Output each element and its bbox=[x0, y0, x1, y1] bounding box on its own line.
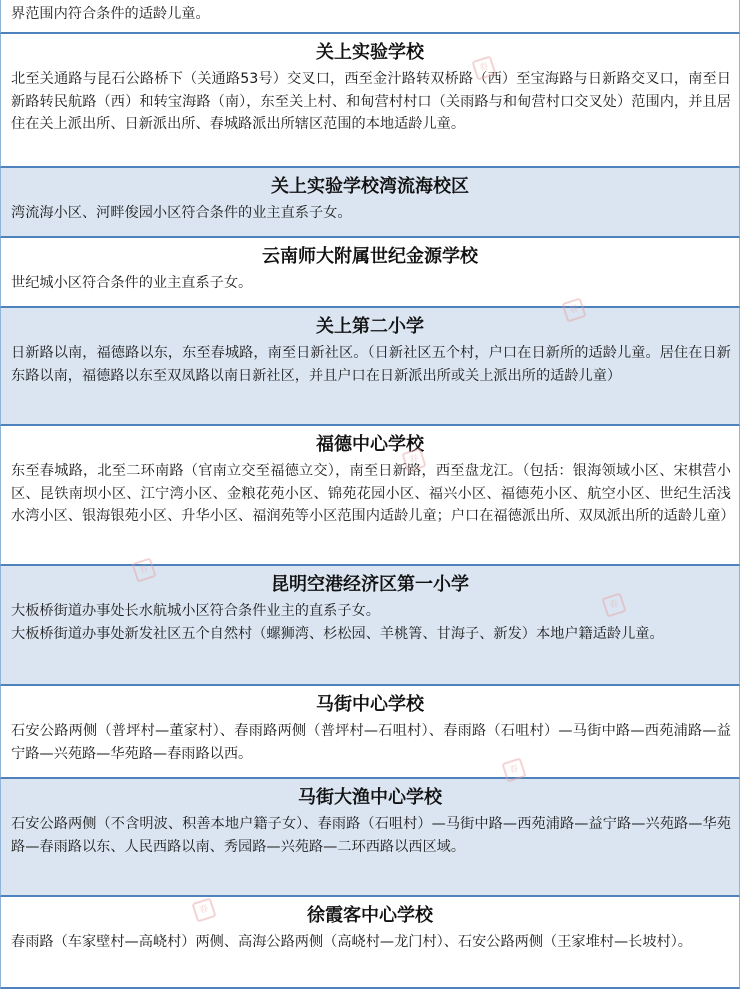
school-description bbox=[1, 931, 739, 958]
watermark-logo: 春 bbox=[398, 446, 431, 474]
school-description bbox=[1, 460, 739, 532]
description-line: 大板桥街道办事处长水航城小区符合条件业主的直系子女。 bbox=[11, 603, 380, 619]
school-description bbox=[1, 202, 739, 229]
description-line: 世纪城小区符合条件的业主直系子女。 bbox=[11, 275, 253, 291]
school-description bbox=[1, 342, 739, 391]
school-row-2 bbox=[0, 238, 740, 308]
watermark-logo: 春 bbox=[468, 54, 501, 82]
school-name: 福德中心学校 bbox=[316, 434, 424, 455]
watermark-logo: 春 bbox=[598, 591, 631, 619]
school-row-5 bbox=[0, 566, 740, 686]
description-line: 石安公路两侧（不含明波、积善本地户籍子女）、春雨路（石咀村）—马街中路—西苑浦路—益宁路—兴苑路—华苑路—春雨路以东、人民西路以南、秀园路—兴苑路—二环西路以西区域。 bbox=[11, 816, 731, 855]
school-row-0 bbox=[0, 34, 740, 168]
watermark-logo: 春 bbox=[558, 296, 591, 324]
watermark-logo: 春 bbox=[498, 756, 531, 784]
watermark-logo: 春 bbox=[188, 896, 221, 924]
school-description bbox=[1, 272, 739, 299]
school-row-1 bbox=[0, 168, 740, 238]
school-description bbox=[1, 813, 739, 862]
description-line: 湾流海小区、河畔俊园小区符合条件的业主直系子女。 bbox=[11, 205, 352, 221]
school-name: 云南师大附属世纪金源学校 bbox=[262, 246, 478, 267]
school-name: 关上第二小学 bbox=[316, 316, 424, 337]
description-line: 东至春城路，北至二环南路（官南立交至福德立交），南至日新路，西至盘龙江。（包括：银海领域小区、宋棋营小区、昆铁南坝小区、江宁湾小区、金粮花苑小区、锦苑花园小区、福兴小区、福德苑小区、航空小区、世纪生活浅水湾小区、银海银苑小区、升华小区、福润苑等小区范围内适龄儿童；户口在福德派出所、双凤派出所的适龄儿童） bbox=[11, 463, 735, 524]
school-row-8 bbox=[0, 897, 740, 989]
school-description bbox=[1, 68, 739, 140]
description-line: 日新路以南，福德路以东，东至春城路，南至日新社区。（日新社区五个村，户口在日新所的适龄儿童。居住在日新东路以南，福德路以东至双凤路以南日新社区，并且户口在日新派出所或关上派出所的适龄儿童） bbox=[11, 345, 731, 384]
school-name: 关上实验学校湾流海校区 bbox=[271, 176, 469, 197]
description-line: 北至关通路与昆石公路桥下（关通路53号）交叉口，西至金汁路转双桥路（西）至宝海路与日新路交叉口，南至日新路转民航路（西）和转宝海路（南），东至关上村、和甸营村村口（关雨路与和甸营村口交叉处）范围内，并且居住在关上派出所、日新派出所、春城路派出所辖区范围的本地适龄儿童。 bbox=[11, 71, 731, 132]
top-fragment-row bbox=[0, 0, 740, 34]
description-line: 石安公路两侧（普坪村—董家村）、春雨路两侧（普坪村—石咀村）、春雨路（石咀村）—马街中路—西苑浦路—益宁路—兴苑路—华苑路—春雨路以西。 bbox=[11, 723, 731, 762]
description-line: 大板桥街道办事处新发社区五个自然村（螺狮湾、杉松园、羊桃箐、甘海子、新发）本地户籍适龄儿童。 bbox=[11, 625, 664, 642]
watermark-logo: 春 bbox=[128, 556, 161, 584]
school-name: 昆明空港经济区第一小学 bbox=[271, 574, 469, 595]
school-name: 马街大渔中心学校 bbox=[298, 787, 442, 808]
school-name: 马街中心学校 bbox=[316, 694, 424, 715]
school-name: 关上实验学校 bbox=[316, 42, 424, 63]
school-row-3 bbox=[0, 308, 740, 426]
school-row-4 bbox=[0, 426, 740, 566]
school-description bbox=[1, 720, 739, 769]
school-row-6 bbox=[0, 686, 740, 779]
top-fragment-text: 界范围内符合条件的适龄儿童。 bbox=[11, 6, 210, 22]
school-description bbox=[1, 600, 739, 649]
description-line: 春雨路（车家壁村—高峣村）两侧、高海公路两侧（高峣村—龙门村）、石安公路两侧（王家堆村—长坡村）。 bbox=[11, 934, 692, 950]
school-name: 徐霞客中心学校 bbox=[307, 905, 433, 926]
school-row-7 bbox=[0, 779, 740, 897]
